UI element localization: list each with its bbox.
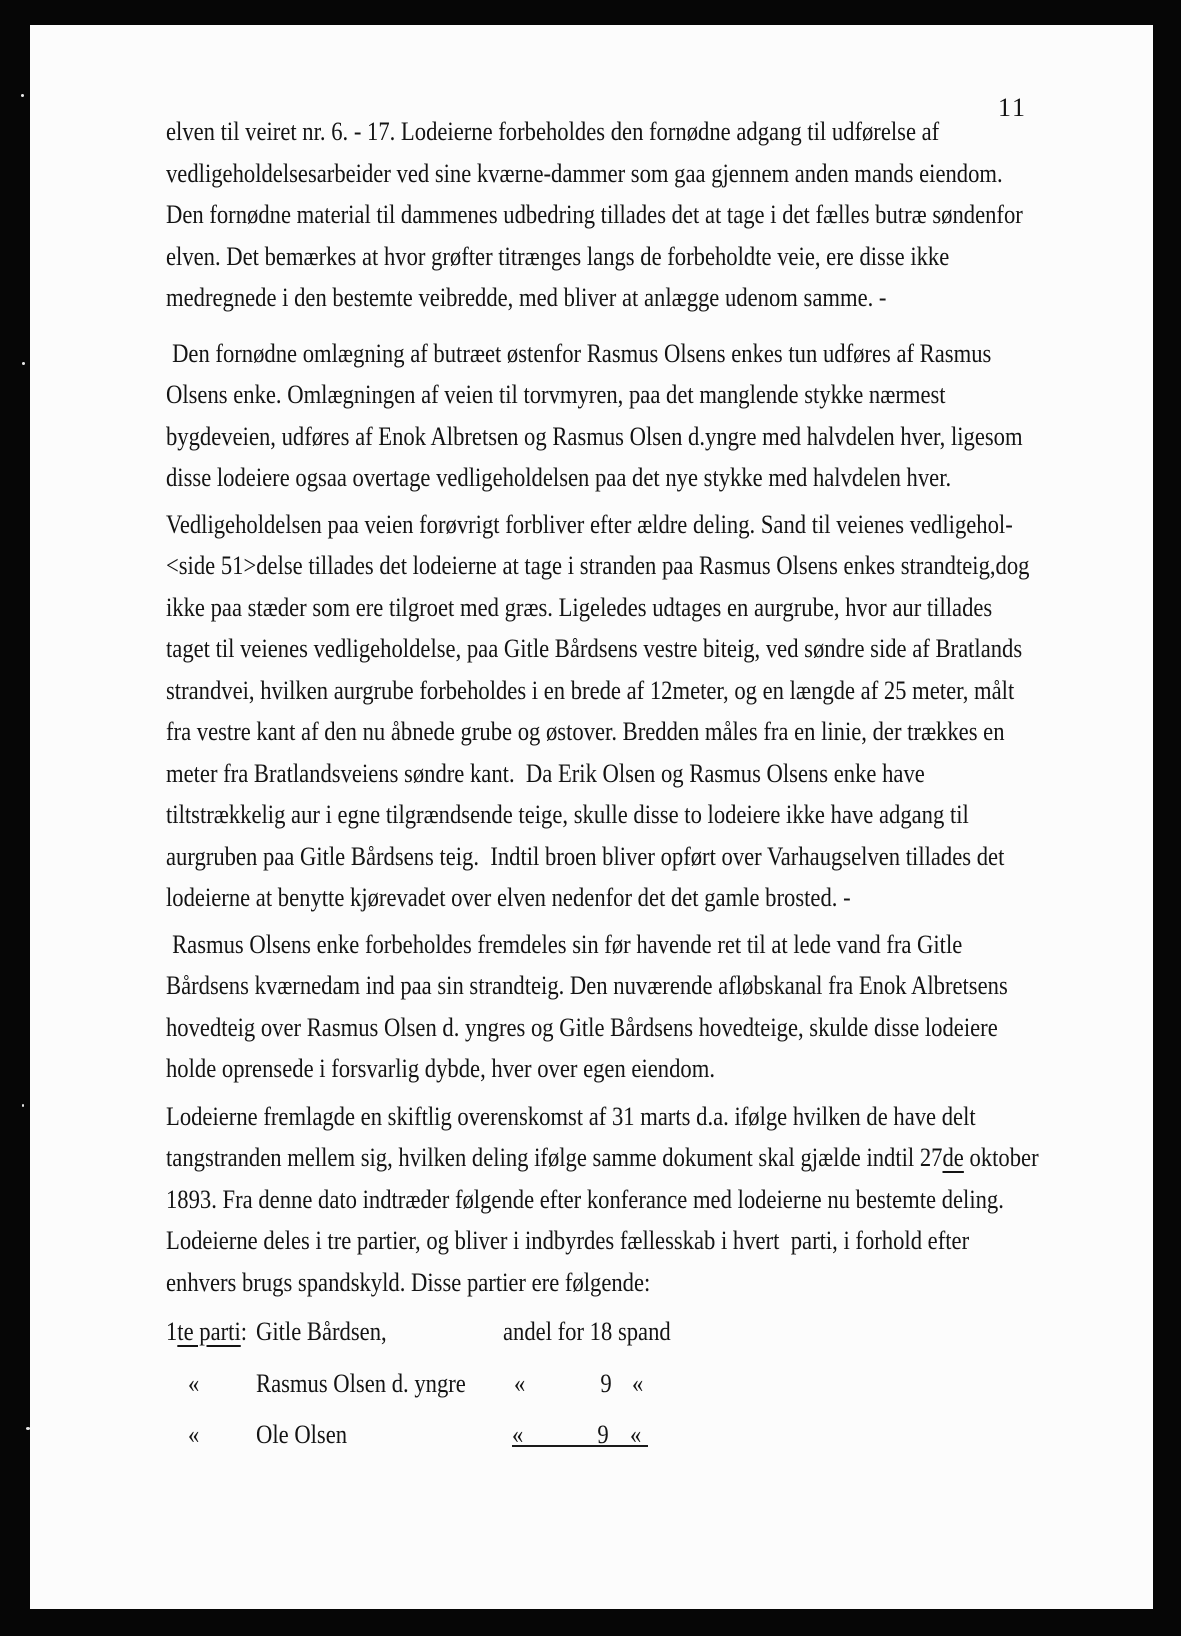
scanned-document-page	[30, 25, 1153, 1609]
lodeier-name: Gitle Bårdsen,	[256, 1317, 387, 1346]
share-value: 9	[600, 1368, 612, 1398]
party-label-prefix: 1	[166, 1317, 178, 1346]
text-line: vedligeholdelsesarbeider ved sine kværne-dammer som gaa gjennem anden mands eiendom.	[166, 158, 1003, 188]
ditto-mark: «	[514, 1368, 526, 1398]
text-line: meter fra Bratlandsveiens søndre kant. Da Erik Olsen og Rasmus Olsens enke have	[166, 758, 925, 788]
share-value: 9	[597, 1420, 609, 1449]
text-line	[166, 1137, 1039, 1179]
text-segment: oktober	[963, 1143, 1039, 1172]
paragraph-4	[166, 924, 1126, 1090]
text-line: hovedteig over Rasmus Olsen d. yngres og Gitle Bårdsens hovedteige, skulde disse lodeiere	[166, 1012, 998, 1042]
ditto-mark: «	[632, 1368, 644, 1398]
text-line: elven. Det bemærkes at hvor grøfter titrænges langs de forbeholdte veie, ere disse ikke	[166, 241, 950, 271]
text-line: enhvers brugs spandskyld. Disse partier ere følgende:	[166, 1267, 651, 1297]
party-label-underlined: te parti	[177, 1317, 241, 1346]
page-number: 11	[998, 93, 1028, 122]
text-line: <side 51>delse tillades det lodeierne at tage i stranden paa Rasmus Olsens enkes strandteig,dog	[166, 551, 1030, 580]
text-line: Den fornødne omlægning af butræet østenfor Rasmus Olsens enkes tun udføres af Rasmus	[172, 338, 992, 368]
text-line: holde oprensede i forsvarlig dybde, hver over egen eiendom.	[166, 1054, 715, 1083]
text-line: taget til veienes vedligeholdelse, paa Gitle Bårdsens vestre biteig, ved søndre side af Bratlands	[166, 634, 1023, 663]
text-line: bygdeveien, udføres af Enok Albretsen og Rasmus Olsen d.yngre med halvdelen hver, ligesom	[166, 421, 1023, 451]
scan-dust-speck	[21, 94, 24, 97]
share-row-1	[166, 1306, 1126, 1358]
ditto-mark: «	[188, 1368, 200, 1398]
text-line: Rasmus Olsens enke forbeholdes fremdeles sin før havende ret til at lede vand fra Gitle	[172, 929, 963, 959]
share-row-3	[166, 1409, 1126, 1461]
text-line: Den fornødne material til dammenes udbedring tillades det at tage i det fælles butræ søndenfor	[166, 200, 1023, 229]
paragraph-1	[166, 111, 1126, 319]
scan-dust-speck	[22, 1104, 24, 1107]
scan-dust-speck	[22, 362, 25, 365]
text-line: 1893. Fra denne dato indtræder følgende efter konferance med lodeierne nu bestemte deling.	[166, 1184, 1004, 1214]
text-line: Lodeierne deles i tre partier, og bliver i indbyrdes fællesskab i hvert parti, i forhold efter	[166, 1226, 970, 1255]
text-line: disse lodeiere ogsaa overtage vedligeholdelsen paa det nye stykke med halvdelen hver.	[166, 463, 952, 492]
share-allotment-list	[166, 1306, 1126, 1461]
party-label-colon: :	[240, 1317, 248, 1346]
text-line: elven til veiret nr. 6. - 17. Lodeierne forbeholdes den fornødne adgang til udførelse af	[166, 117, 940, 146]
paragraph-2	[166, 333, 1126, 499]
text-line: Lodeierne fremlagde en skiftlig overenskomst af 31 marts d.a. ifølge hvilken de have delt	[166, 1101, 976, 1131]
ditto-mark: «	[630, 1420, 642, 1449]
text-line: medregnede i den bestemte veibredde, med bliver at anlægge udenom samme. -	[166, 283, 887, 312]
paragraph-3	[166, 504, 1126, 919]
lodeier-name: Ole Olsen	[256, 1420, 348, 1449]
party-label	[166, 1306, 247, 1358]
text-segment: tangstranden mellem sig, hvilken deling ifølge samme dokument skal gjælde indtil 27	[166, 1143, 943, 1172]
share-amount: andel for 18 spand	[503, 1317, 671, 1346]
underlined-date-suffix: de	[942, 1143, 964, 1172]
ditto-mark: «	[188, 1420, 200, 1449]
text-line: strandvei, hvilken aurgrube forbeholdes i en brede af 12meter, og en længde af 25 meter, målt	[166, 675, 1015, 705]
text-line: fra vestre kant af den nu åbnede grube og østover. Bredden måles fra en linie, der trækkes en	[166, 717, 1005, 746]
text-line: Olsens enke. Omlægningen af veien til torvmyren, paa det manglende stykke nærmest	[166, 380, 946, 409]
ditto-mark: «	[512, 1420, 524, 1449]
share-row-2	[166, 1358, 1126, 1410]
text-line: aurgruben paa Gitle Bårdsens teig. Indtil broen bliver opført over Varhaugselven tillades det	[166, 841, 1005, 871]
text-line: ikke paa stæder som ere tilgroet med græs. Ligeledes udtages en aurgrube, hvor aur tillades	[166, 592, 993, 622]
text-line: lodeierne at benytte kjørevadet over elven nedenfor det det gamle brosted. -	[166, 883, 851, 912]
text-line: tiltstrækkelig aur i egne tilgrændsende teige, skulle disse to lodeiere ikke have adgang til	[166, 800, 969, 829]
document-body	[166, 111, 1126, 1461]
text-line: Bårdsens kværnedam ind paa sin strandteig. Den nuværende afløbskanal fra Enok Albretsens	[166, 971, 1008, 1000]
total-underline-rule	[512, 1445, 648, 1447]
lodeier-name: Rasmus Olsen d. yngre	[256, 1368, 466, 1398]
text-line: Vedligeholdelsen paa veien forøvrigt forbliver efter ældre deling. Sand til veienes vedligehol-	[166, 509, 1013, 539]
paragraph-5	[166, 1096, 1126, 1304]
